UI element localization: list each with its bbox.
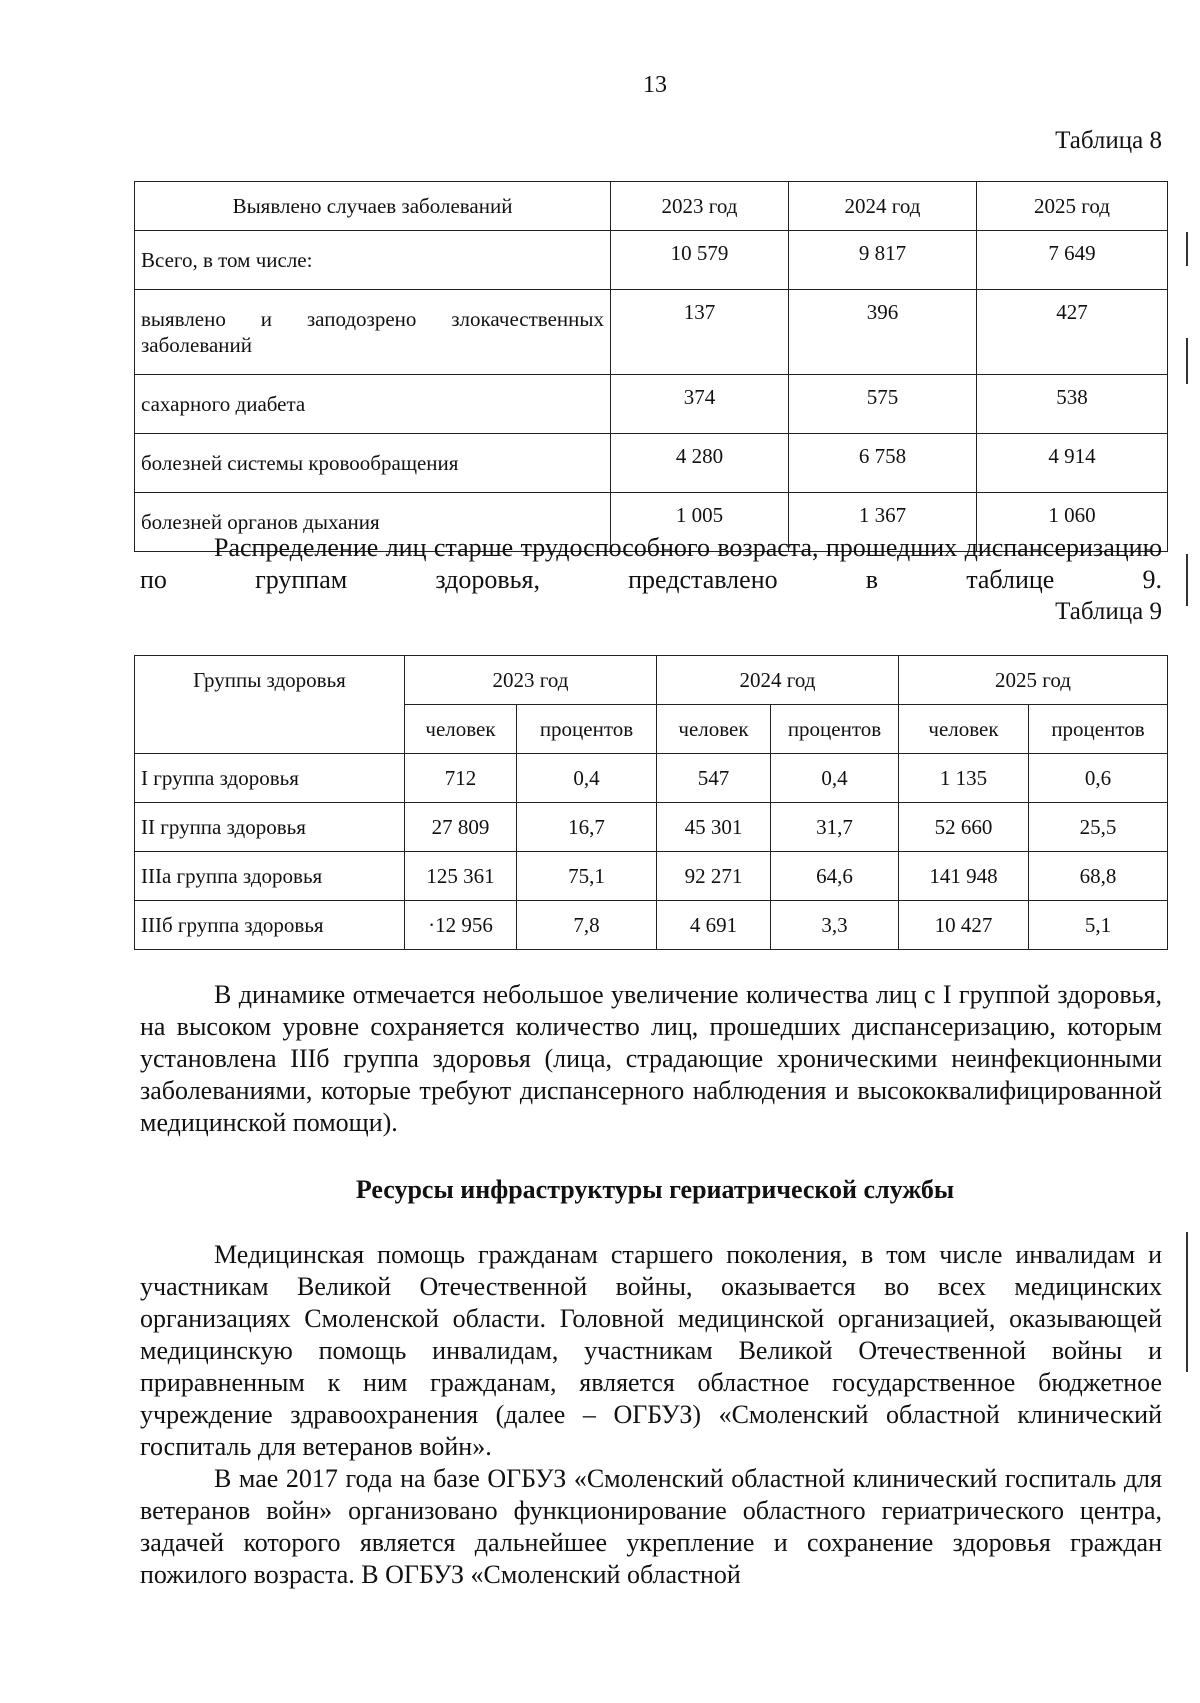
cell-value: 1 367	[789, 493, 977, 552]
cell-value: 75,1	[517, 852, 657, 901]
cell-value: 0,6	[1029, 754, 1168, 803]
year-header: 2024 год	[657, 656, 899, 705]
row-label: I группа здоровья	[135, 754, 405, 803]
cell-value: 1 060	[977, 493, 1168, 552]
cell-value: 92 271	[657, 852, 771, 901]
table-header-row	[135, 182, 1168, 231]
subheader: человек	[899, 705, 1029, 754]
cell-value: 16,7	[517, 803, 657, 852]
cell-value: 1 135	[899, 754, 1029, 803]
cell-value: 575	[789, 375, 977, 434]
cell-value: 10 427	[899, 901, 1029, 950]
column-header: 2025 год	[977, 182, 1168, 231]
section-heading: Ресурсы инфраструктуры гериатрической службы	[355, 1175, 955, 1204]
cell-value: 396	[789, 290, 977, 375]
cell-value: 6 758	[789, 434, 977, 493]
cell-value: ·12 956	[405, 901, 517, 950]
cell-value: 125 361	[405, 852, 517, 901]
scan-edge-mark	[1186, 1232, 1188, 1372]
cell-value: 7,8	[517, 901, 657, 950]
column-header: Выявлено случаев заболеваний	[135, 182, 611, 231]
scan-edge-mark	[1186, 338, 1188, 384]
cell-value: 0,4	[771, 754, 899, 803]
cell-value: 1 005	[611, 493, 789, 552]
subheader: процентов	[771, 705, 899, 754]
table-header-row	[135, 656, 1168, 705]
cell-value: 4 691	[657, 901, 771, 950]
row-label: болезней системы кровообращения	[135, 434, 611, 493]
column-header: Группы здоровья	[135, 656, 405, 754]
cell-value: 7 649	[977, 231, 1168, 290]
cell-value: 31,7	[771, 803, 899, 852]
column-header: 2024 год	[789, 182, 977, 231]
table-row	[135, 375, 1168, 434]
scan-edge-mark	[1186, 232, 1188, 266]
row-label: IIIб группа здоровья	[135, 901, 405, 950]
row-label: IIIа группа здоровья	[135, 852, 405, 901]
row-label: Всего, в том числе:	[135, 231, 611, 290]
row-label: выявлено и заподозрено злокачественных заболеваний	[135, 290, 611, 375]
table8-caption: Таблица 8	[1055, 127, 1162, 154]
subheader: человек	[405, 705, 517, 754]
cell-value: 52 660	[899, 803, 1029, 852]
subheader: процентов	[517, 705, 657, 754]
cell-value: 4 914	[977, 434, 1168, 493]
cell-value: 27 809	[405, 803, 517, 852]
cell-value: 68,8	[1029, 852, 1168, 901]
cell-value: 5,1	[1029, 901, 1168, 950]
table9-caption: Таблица 9	[1055, 598, 1162, 625]
cell-value: 547	[657, 754, 771, 803]
column-header: 2023 год	[611, 182, 789, 231]
cell-value: 25,5	[1029, 803, 1168, 852]
table-row	[135, 290, 1168, 375]
table-row	[135, 852, 1168, 901]
table-8	[134, 181, 1168, 552]
cell-value: 137	[611, 290, 789, 375]
row-label: болезней органов дыхания	[135, 493, 611, 552]
year-header: 2025 год	[899, 656, 1168, 705]
table9-intro: Распределение лиц старше трудоспособного возраста, прошедших диспансеризацию по группам здоровья, представлено в таблице 9.	[140, 533, 1162, 594]
subheader: процентов	[1029, 705, 1168, 754]
table-row	[135, 434, 1168, 493]
cell-value: 538	[977, 375, 1168, 434]
cell-value: 712	[405, 754, 517, 803]
row-label: сахарного диабета	[135, 375, 611, 434]
cell-value: 3,3	[771, 901, 899, 950]
cell-value: 64,6	[771, 852, 899, 901]
table-row	[135, 901, 1168, 950]
table-9	[134, 655, 1168, 950]
cell-value: 374	[611, 375, 789, 434]
year-header: 2023 год	[405, 656, 657, 705]
table-row	[135, 754, 1168, 803]
cell-value: 141 948	[899, 852, 1029, 901]
paragraph-center: В мае 2017 года на базе ОГБУЗ «Смоленский областной клинический госпиталь для ветеранов войн» организовано функционирование областного гериатрического центра, задачей которого является дальнейшее укрепление и сохранение здоровья граждан пожилого возраста. В ОГБУЗ «Смоленский областной	[140, 1464, 1162, 1589]
cell-value: 4 280	[611, 434, 789, 493]
table-row	[135, 803, 1168, 852]
cell-value: 9 817	[789, 231, 977, 290]
table-row	[135, 231, 1168, 290]
paragraph-care: Медицинская помощь гражданам старшего поколения, в том числе инвалидам и участникам Великой Отечественной войны, оказывается во всех медицинских организациях Смоленской области. Головной медицинской организацией, оказывающей медицинскую помощь инвалидам, участникам Великой Отечественной войны и приравненным к ним гражданам, является областное государственное бюджетное учреждение здравоохранения (далее – ОГБУЗ) «Смоленский областной клинический госпиталь для ветеранов войн».	[140, 1240, 1162, 1461]
scan-edge-mark	[1186, 554, 1188, 606]
row-label: II группа здоровья	[135, 803, 405, 852]
cell-value: 427	[977, 290, 1168, 375]
cell-value: 45 301	[657, 803, 771, 852]
page-number: 13	[643, 72, 667, 98]
cell-value: 10 579	[611, 231, 789, 290]
paragraph-dynamics: В динамике отмечается небольшое увеличение количества лиц с I группой здоровья, на высоком уровне сохраняется количество лиц, прошедших диспансеризацию, которым установлена IIIб группа здоровья (лица, страдающие хроническими неинфекционными заболеваниями, которые требуют диспансерного наблюдения и высококвалифицированной медицинской помощи).	[140, 980, 1162, 1137]
cell-value: 0,4	[517, 754, 657, 803]
subheader: человек	[657, 705, 771, 754]
